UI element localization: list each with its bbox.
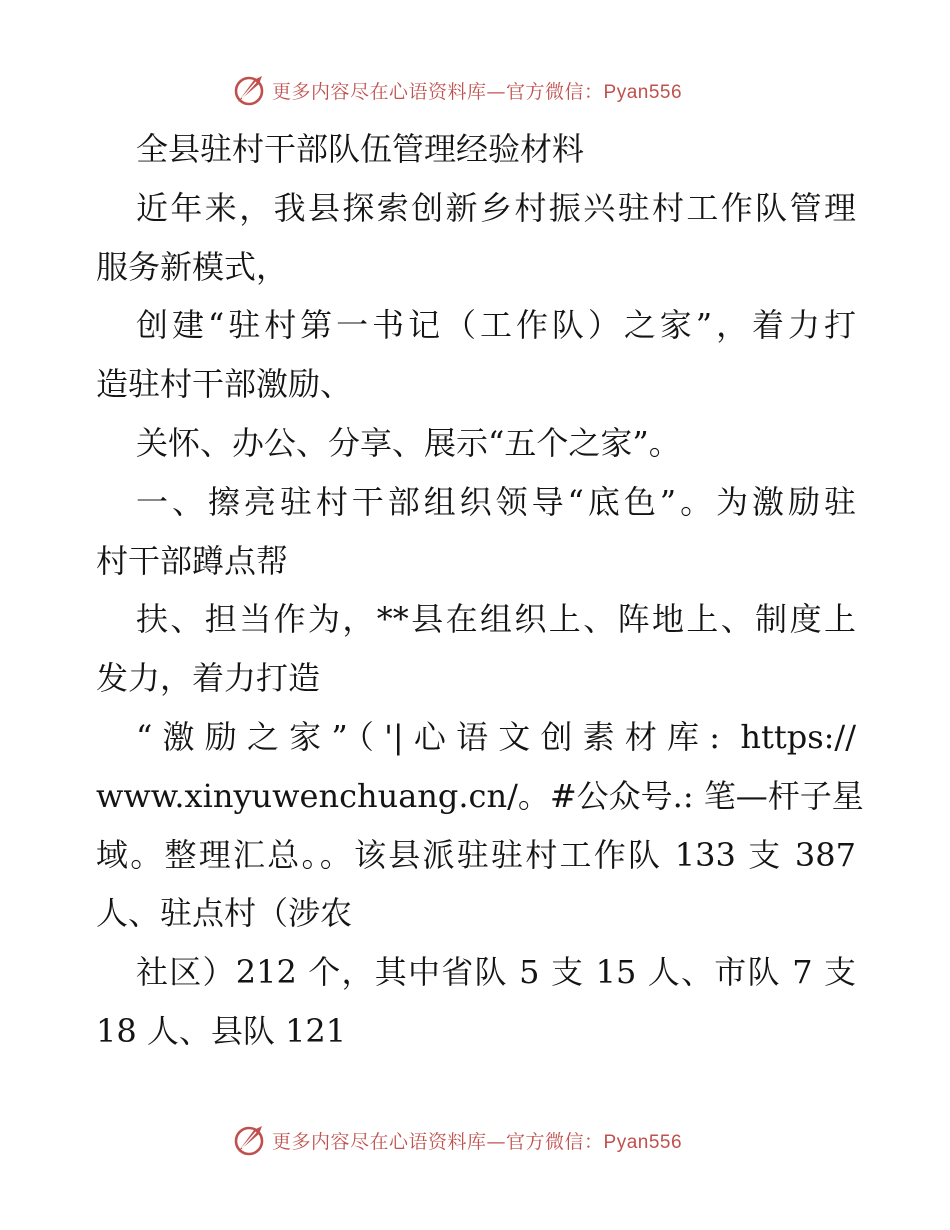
header-watermark [232, 72, 732, 108]
watermark-text: 更多内容尽在心语资料库—官方微信：Pyan556 [272, 80, 683, 103]
paragraph-line: 服务新模式， [96, 247, 289, 286]
paragraph-line: 域。整理汇总。。该县派驻驻村工作队 133 支 387 [96, 835, 856, 874]
paragraph-line: 一、擦亮驻村干部组织领导“底色”。为激励驻 [136, 482, 856, 521]
paragraph-line: 18 人、县队 121 [96, 1011, 347, 1050]
watermark-text: 更多内容尽在心语资料库—官方微信：Pyan556 [272, 1130, 683, 1153]
footer-watermark [232, 1122, 732, 1158]
paragraph-line: 村干部蹲点帮 [96, 541, 289, 580]
paragraph-line: 发力，着力打造 [96, 659, 321, 698]
paragraph-line: 社区）212 个，其中省队 5 支 15 人、市队 7 支 [136, 953, 856, 992]
paragraph-line: 造驻村干部激励、 [96, 365, 353, 404]
paragraph-line: 近年来，我县探索创新乡村振兴驻村工作队管理 [136, 188, 856, 227]
paragraph-line: 扶、担当作为，**县在组织上、阵地上、制度上 [136, 600, 856, 639]
document-body [96, 120, 864, 1061]
paragraph-line: www.xinyuwenchuang.cn/。#公众号.: 笔—杆子星 [96, 776, 864, 815]
paragraph-line: “激励之家”（'|心语文创素材库: https:// [136, 717, 856, 756]
watermark-account: Pyan556 [603, 1131, 683, 1153]
watermark-account: Pyan556 [603, 81, 683, 103]
quill-pen-logo-icon [232, 1122, 268, 1158]
paragraph-line: 人、驻点村（涉农 [96, 894, 353, 933]
paragraph-line: 创建“驻村第一书记（工作队）之家”，着力打 [136, 306, 856, 345]
quill-pen-logo-icon [232, 72, 268, 108]
paragraph-line: 关怀、办公、分享、展示“五个之家”。 [136, 423, 681, 462]
document-title: 全县驻村干部队伍管理经验材料 [136, 130, 585, 168]
